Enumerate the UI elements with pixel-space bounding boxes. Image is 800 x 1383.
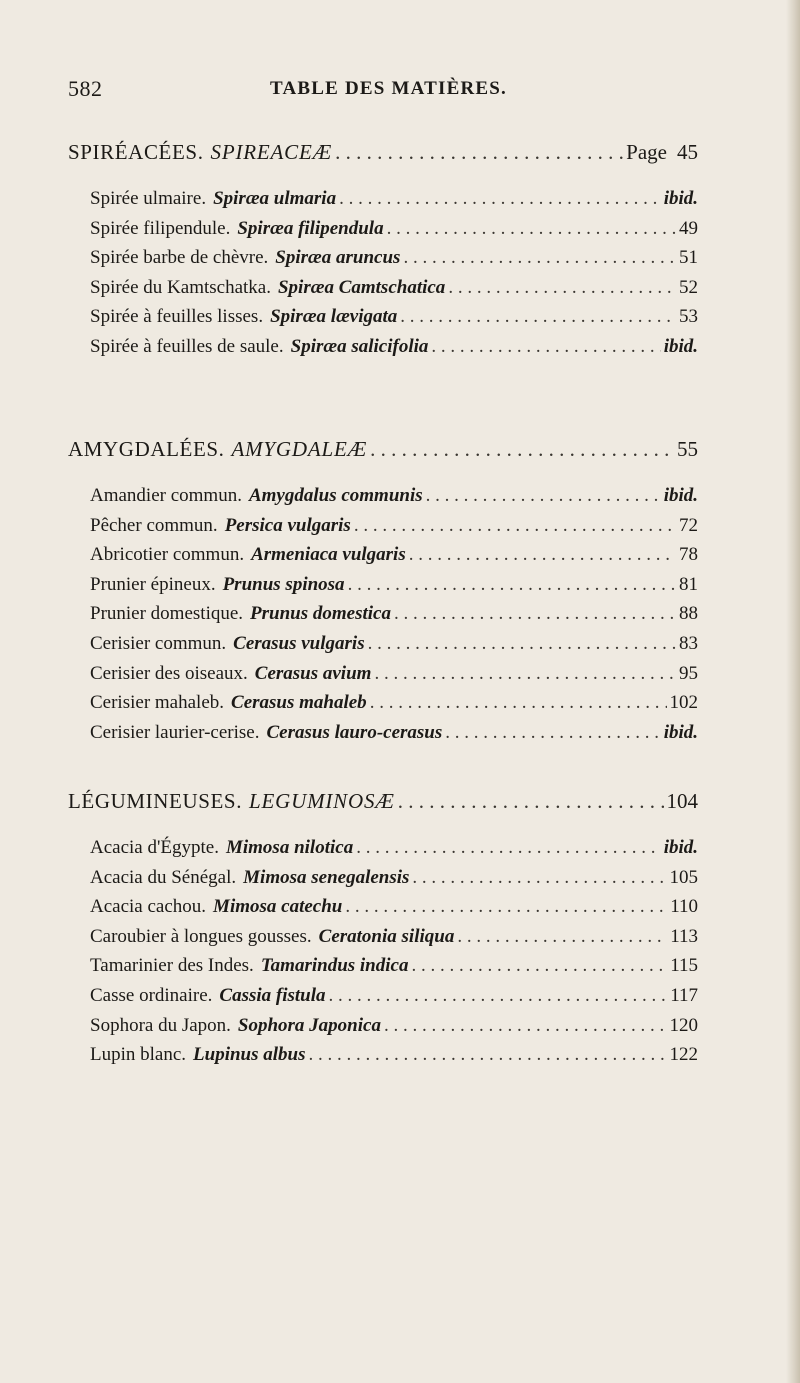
entry-latin-name: Cerasus lauro-cerasus bbox=[266, 721, 443, 743]
section-heading bbox=[68, 789, 698, 819]
toc-entry bbox=[90, 692, 698, 722]
entry-latin-name: Spiræa filipendula bbox=[237, 217, 384, 239]
entry-page-number: 102 bbox=[669, 692, 698, 714]
page-number: 582 bbox=[68, 76, 103, 101]
entry-page-number: 110 bbox=[670, 896, 698, 918]
leader-dots bbox=[387, 218, 676, 240]
entry-latin-name: Cassia fistula bbox=[219, 985, 326, 1006]
entry-page-number: 88 bbox=[679, 603, 698, 625]
section-latin-name: SPIREACEÆ bbox=[210, 140, 333, 164]
entry-latin-name: Spiræa ulmaria bbox=[213, 188, 337, 209]
toc-entry bbox=[90, 218, 698, 248]
toc-entry bbox=[90, 603, 698, 633]
entry-french-name: Spirée à feuilles lisses. bbox=[90, 306, 264, 328]
entry-page-number: 81 bbox=[679, 573, 698, 595]
entry-french-name: Spirée ulmaire. bbox=[90, 188, 207, 209]
entry-page-number: 51 bbox=[679, 247, 698, 269]
page-prefix: Page bbox=[626, 140, 667, 164]
entry-french-name: Cerisier laurier-cerise. bbox=[90, 721, 260, 743]
entry-page-number: 120 bbox=[669, 1014, 698, 1036]
leader-dots bbox=[345, 896, 667, 918]
entry-french-name: Acacia cachou. bbox=[90, 896, 207, 918]
toc-entry bbox=[90, 722, 698, 752]
leader-dots bbox=[370, 692, 667, 714]
entry-page-number: 122 bbox=[669, 1044, 698, 1066]
leader-dots bbox=[445, 722, 660, 744]
toc-entry bbox=[90, 896, 698, 926]
entry-page-number: ibid. bbox=[663, 721, 698, 743]
leader-dots bbox=[448, 277, 676, 299]
entry-french-name: Acacia du Sénégal. bbox=[90, 866, 237, 888]
toc-entry bbox=[90, 1015, 698, 1045]
section-latin-name: LEGUMINOSÆ bbox=[249, 789, 395, 813]
entry-latin-name: Cerasus vulgaris bbox=[233, 633, 365, 654]
entry-french-name: Prunier domestique. bbox=[90, 603, 244, 625]
toc-entry bbox=[90, 867, 698, 897]
entry-latin-name: Armeniaca vulgaris bbox=[251, 544, 406, 566]
toc-entry bbox=[90, 306, 698, 336]
toc-entry bbox=[90, 544, 698, 574]
entry-french-name: Spirée filipendule. bbox=[90, 217, 231, 239]
entry-french-name: Cerisier mahaleb. bbox=[90, 692, 225, 714]
toc-entry bbox=[90, 1044, 698, 1074]
entry-page-number: ibid. bbox=[663, 837, 698, 858]
entry-latin-name: Cerasus avium bbox=[254, 662, 372, 684]
leader-dots bbox=[370, 437, 674, 462]
entry-french-name: Casse ordinaire. bbox=[90, 985, 213, 1006]
entry-latin-name: Mimosa senegalensis bbox=[243, 866, 410, 888]
leader-dots bbox=[339, 188, 661, 210]
entry-latin-name: Prunus domestica bbox=[250, 603, 391, 625]
leader-dots bbox=[348, 574, 676, 596]
entry-latin-name: Mimosa nilotica bbox=[225, 837, 354, 858]
entry-page-number: 49 bbox=[679, 217, 698, 239]
section-heading bbox=[68, 437, 698, 467]
section-heading bbox=[68, 140, 698, 170]
entry-latin-name: Sophora Japonica bbox=[237, 1014, 381, 1036]
toc-entry bbox=[90, 926, 698, 956]
leader-dots bbox=[354, 515, 676, 537]
entry-latin-name: Cerasus mahaleb bbox=[231, 692, 367, 714]
leader-dots bbox=[431, 336, 660, 358]
leader-dots bbox=[409, 544, 676, 566]
leader-dots bbox=[411, 955, 667, 977]
leader-dots bbox=[426, 485, 661, 507]
entry-french-name: Cerisier commun. bbox=[90, 633, 227, 654]
section-page-number: 104 bbox=[666, 789, 698, 813]
entry-page-number: ibid. bbox=[663, 188, 698, 209]
entry-french-name: Sophora du Japon. bbox=[90, 1014, 231, 1036]
toc-entry bbox=[90, 663, 698, 693]
toc-entry bbox=[90, 515, 698, 545]
entry-french-name: Spirée du Kamtschatka. bbox=[90, 276, 271, 298]
running-title: TABLE DES MATIÈRES. bbox=[270, 78, 507, 99]
leader-dots bbox=[412, 867, 666, 889]
entry-french-name: Pêcher commun. bbox=[90, 514, 218, 536]
entry-latin-name: Lupinus albus bbox=[193, 1044, 306, 1066]
entry-page-number: 53 bbox=[679, 306, 698, 328]
entry-page-number: 115 bbox=[670, 955, 698, 977]
leader-dots bbox=[398, 789, 664, 814]
leader-dots bbox=[374, 663, 676, 685]
toc-entry bbox=[90, 955, 698, 985]
entry-latin-name: Persica vulgaris bbox=[224, 514, 351, 536]
leader-dots bbox=[335, 140, 623, 165]
entry-latin-name: Prunus spinosa bbox=[222, 573, 345, 595]
entry-page-number: 52 bbox=[679, 276, 698, 298]
entry-latin-name: Spiræa aruncus bbox=[275, 247, 401, 269]
entry-french-name: Tamarinier des Indes. bbox=[90, 955, 254, 977]
entry-french-name: Lupin blanc. bbox=[90, 1044, 187, 1066]
entry-page-number: 95 bbox=[679, 662, 698, 684]
entry-french-name: Spirée barbe de chèvre. bbox=[90, 247, 269, 269]
leader-dots bbox=[356, 837, 660, 859]
page-edge-shadow bbox=[786, 0, 800, 1383]
entry-french-name: Amandier commun. bbox=[90, 485, 242, 506]
section-page-number: 45 bbox=[677, 140, 698, 164]
toc-entry bbox=[90, 247, 698, 277]
entry-latin-name: Ceratonia siliqua bbox=[318, 925, 455, 947]
leader-dots bbox=[403, 247, 676, 269]
entry-latin-name: Spiræa lævigata bbox=[270, 306, 398, 328]
entry-latin-name: Tamarindus indica bbox=[260, 955, 409, 977]
toc-entry bbox=[90, 837, 698, 867]
leader-dots bbox=[368, 633, 676, 655]
leader-dots bbox=[329, 985, 668, 1007]
entry-french-name: Cerisier des oiseaux. bbox=[90, 662, 248, 684]
entry-page-number: 117 bbox=[670, 985, 698, 1006]
toc-entry bbox=[90, 336, 698, 366]
section-page-number: 55 bbox=[677, 437, 698, 461]
toc-entry bbox=[90, 188, 698, 218]
entry-page-number: ibid. bbox=[663, 485, 698, 506]
leader-dots bbox=[394, 603, 676, 625]
toc-entry bbox=[90, 985, 698, 1015]
entry-french-name: Abricotier commun. bbox=[90, 544, 245, 566]
entry-french-name: Caroubier à longues gousses. bbox=[90, 925, 312, 947]
entry-french-name: Spirée à feuilles de saule. bbox=[90, 336, 284, 357]
entry-french-name: Prunier épineux. bbox=[90, 573, 216, 595]
entry-page-number: 78 bbox=[679, 544, 698, 566]
entry-page-number: ibid. bbox=[663, 336, 698, 357]
section-french-name: SPIRÉACÉES. bbox=[68, 140, 204, 164]
toc-entry bbox=[90, 633, 698, 663]
leader-dots bbox=[400, 306, 676, 328]
entry-latin-name: Mimosa catechu bbox=[213, 896, 343, 918]
leader-dots bbox=[309, 1044, 667, 1066]
toc-entry bbox=[90, 277, 698, 307]
toc-entry bbox=[90, 485, 698, 515]
toc-entry bbox=[90, 574, 698, 604]
entry-page-number: 72 bbox=[679, 514, 698, 536]
page-header bbox=[68, 76, 708, 106]
entry-page-number: 105 bbox=[669, 866, 698, 888]
leader-dots bbox=[384, 1015, 667, 1037]
entry-french-name: Acacia d'Égypte. bbox=[90, 837, 219, 858]
section-french-name: LÉGUMINEUSES. bbox=[68, 789, 243, 813]
entry-latin-name: Amygdalus communis bbox=[248, 485, 423, 506]
entry-page-number: 113 bbox=[670, 925, 698, 947]
leader-dots bbox=[457, 926, 667, 948]
entry-latin-name: Spiræa salicifolia bbox=[290, 336, 429, 357]
entry-latin-name: Spiræa Camtschatica bbox=[277, 276, 446, 298]
entry-page-number: 83 bbox=[679, 633, 698, 654]
section-french-name: AMYGDALÉES. bbox=[68, 437, 225, 461]
section-latin-name: AMYGDALEÆ bbox=[231, 437, 368, 461]
